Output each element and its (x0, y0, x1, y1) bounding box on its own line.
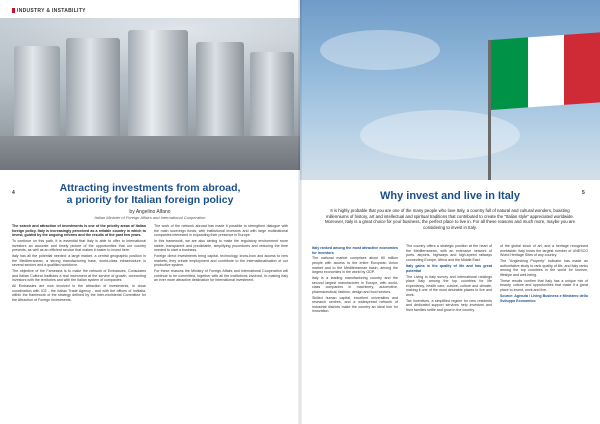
page-number: 5 (582, 190, 585, 196)
subheading: Source: Agenzia / Living Business e Ministero dello Sviluppo Economico (500, 294, 588, 303)
tank (196, 42, 244, 146)
section-tag-bar (12, 8, 15, 13)
left-column-1 (12, 224, 146, 420)
paragraph: The country offers a strategic position at the heart of the Mediterranean, with an extensive network of ports, airports, highways and high-speed railways connecting Europe, Africa and the Middle East. (406, 244, 492, 262)
paragraph: Tax incentives, a simplified regime for new residents and dedicated support services help investors and their families settle and grow in the country. (406, 298, 492, 312)
paragraph: of the global stock of art, and a heritage recognised worldwide: Italy hosts the largest number of UNESCO World Heritage Sites of any country. (500, 244, 588, 258)
right-column-3 (500, 244, 588, 420)
page-number: 4 (12, 190, 15, 196)
italian-flag-photo (300, 0, 600, 180)
cloud (320, 30, 440, 70)
tank (128, 30, 188, 146)
italian-flag (491, 32, 600, 110)
paragraph: All Embassies are now involved in the attraction of investments, in close coordination with ICE - the Italian Trade Agency - and with the offices of Invitalia, within the framework of the strategy defined by the Inter-ministerial Committee for the Attraction of Foreign Investments. (12, 284, 146, 302)
left-column-2 (154, 224, 288, 420)
cloud (360, 110, 520, 160)
section-tag-label: INDUSTRY & INSTABILITY (17, 8, 86, 14)
tank (250, 52, 294, 146)
byline: by Angelino Alfano (129, 209, 171, 215)
paragraph: Italy is a leading manufacturing country and the second largest manufacturer in Europe, with world-class companies in machinery, automotive, pharmaceutical, fashion, design and food sectors. (312, 276, 398, 294)
paragraph: Foreign direct investments bring capital, technology, know-how and access to new markets; they create employment and contribute to the internationalisation of our productive system. (154, 254, 288, 268)
paragraph: The work of the network abroad has made it possible to strengthen dialogue with the main sovereign funds, with institutional investors and with large multinational companies interested in expanding their presence in Europe. (154, 224, 288, 238)
paragraph: The national market comprises about 60 million people with access to the entire European Union market and to the Mediterranean basin, among the largest economies in the world by GDP. (312, 256, 398, 275)
paragraph: The objective of the Farnesina is to make the network of Embassies, Consulates and Italian Cultural Institutes a real instrument at the service of growth, connecting investors with the territories and with the Italian system of companies. (12, 269, 146, 283)
paragraph: Italy has all the potential needed: a large market, a central geographic position in the Mediterranean, a strong manufacturing base, world-class infrastructure in several sectors and a qualified workforce. (12, 254, 146, 268)
subheading: Italy gains in the quality of life and has great potential (406, 264, 492, 273)
page-gutter (298, 0, 302, 424)
paragraph: These results confirm that Italy has a unique mix of beauty, culture and opportunities that make it a great place to invest, work and live. (500, 278, 588, 292)
right-headline: Why invest and live in Italy (380, 190, 520, 202)
paragraph: For these reasons the Ministry of Foreign Affairs and International Cooperation will continue to be committed, together with all the institutions involved, to making Italy an ever more attractive destination for international investment. (154, 269, 288, 283)
paragraph: To continue on this path, it is essential that Italy is able to offer to international investors an accurate and timely picture of the opportunities that our country presents, as well as an efficient service that makes it easier to invest here. (12, 239, 146, 253)
paragraph: The "Anglesblog Property" indicator has made an authoritative study to rank quality of life, and Italy ranks among the top countries in the world for tourism, lifestyle and well-being. (500, 259, 588, 277)
right-column-2 (406, 244, 492, 420)
industrial-tanks-photo (0, 18, 300, 170)
headline-line1: Attracting investments from abroad, (59, 182, 241, 194)
photo-ground (0, 136, 300, 170)
paragraph: The Living in Italy survey and international rankings place Italy among the top countries for life expectancy, health care, cuisine, culture and climate, making it one of the most desirable places to live and work. (406, 274, 492, 297)
standfirst: It is highly probable that you are one of the many people who love Italy, a country full of natural and cultural wonders, boasting millenniums of history, art and intellectual and spiritual traditions that contributed to create the "Italian style" appreciated worldwide. Moreover, Italy is a great choice for your business, the perfect place to live in. For all these reasons and much more, maybe you are considering to invest in Italy. (324, 208, 576, 230)
paragraph: Skilled human capital, excellent universities and research centres, and a widespread network of industrial districts make the country an ideal hub for innovation. (312, 295, 398, 314)
tank (14, 46, 60, 146)
subheading: Italy ranked among the most attractive economies for investors (312, 246, 398, 255)
tank (66, 38, 120, 146)
flag-red-stripe (564, 32, 600, 105)
right-page (300, 0, 600, 424)
section-tag (12, 8, 86, 14)
byline-role: Italian Minister of Foreign Affairs and International Cooperation (94, 215, 206, 220)
flag-white-stripe (528, 35, 565, 108)
flag-green-stripe (491, 37, 528, 110)
paragraph: The search and attraction of investments is one of the priority areas of Italian foreign policy. Italy is increasingly perceived as a reliable country in which to invest, guided by the ongoing reforms and the results of the past few years. (12, 224, 146, 238)
right-column-1 (312, 244, 398, 420)
headline-line2: a priority for Italian foreign policy (66, 194, 234, 206)
paragraph: In this framework, we are also aiming to make the regulatory environment more stable, transparent and predictable, simplifying procedures and reducing the time needed to start a business. (154, 239, 288, 253)
